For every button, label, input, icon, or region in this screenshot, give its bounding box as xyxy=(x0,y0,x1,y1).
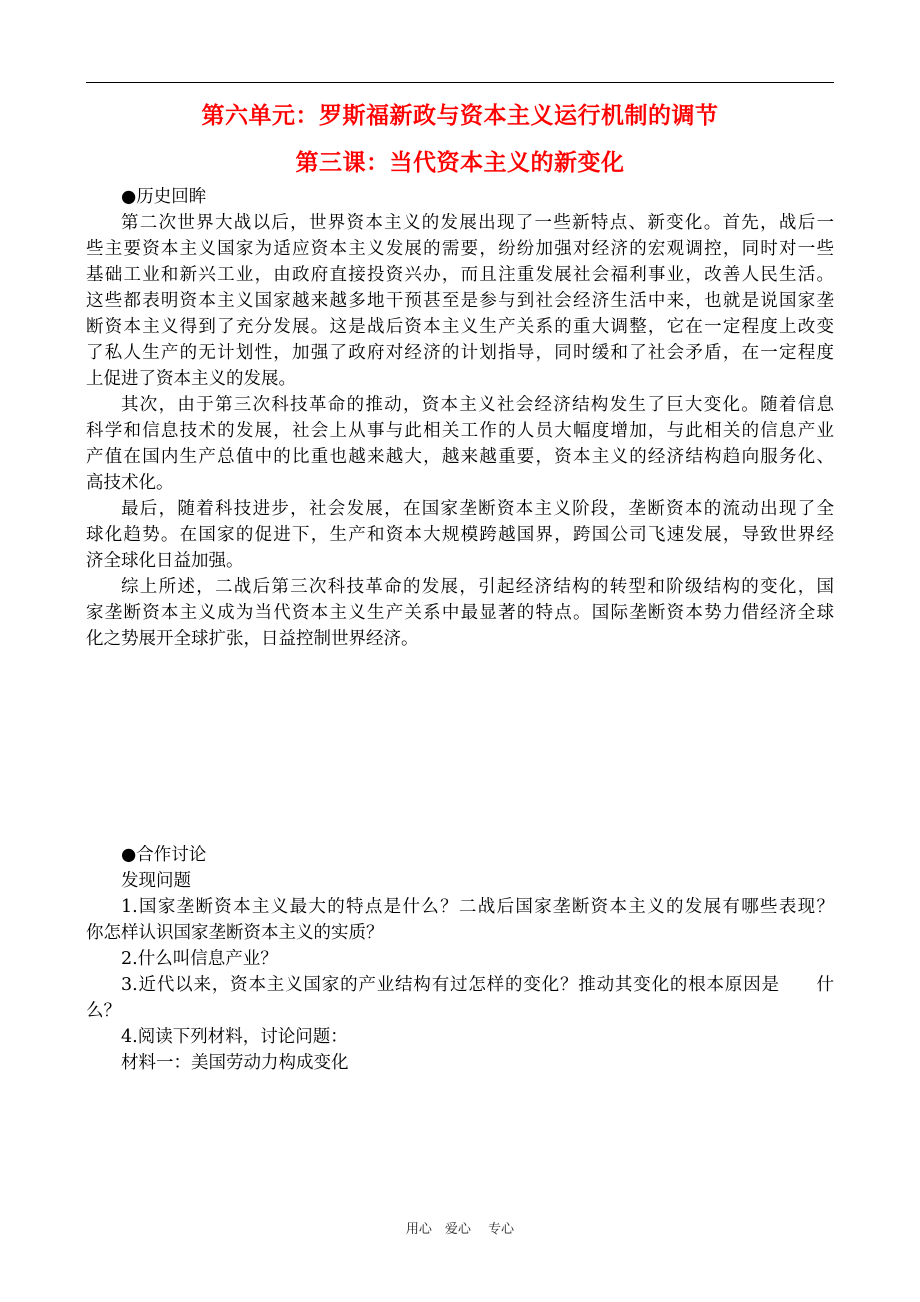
paragraph-line: 产值在国内生产总值中的比重也越来越大，越来越重要，资本主义的经济结构趋向服务化、 xyxy=(86,447,834,467)
lesson-title: 第三课：当代资本主义的新变化 xyxy=(295,150,625,176)
unit-title: 第六单元：罗斯福新政与资本主义运行机制的调节 xyxy=(201,103,719,129)
page-footer: 用心 爱心 专心 xyxy=(405,1222,515,1237)
paragraph-line: 最后，随着科技进步，社会发展，在国家垄断资本主义阶段，垄断资本的流动出现了全 xyxy=(121,499,834,519)
header-rule xyxy=(86,82,834,83)
subheading-find-problems: 发现问题 xyxy=(121,871,191,891)
paragraph-line: 基础工业和新兴工业，由政府直接投资兴办，而且注重发展社会福利事业，改善人民生活。 xyxy=(86,265,834,285)
paragraph-line: 第二次世界大战以后，世界资本主义的发展出现了一些新特点、新变化。首先，战后一 xyxy=(121,213,834,233)
question-line: 你怎样认识国家垄断资本主义的实质？ xyxy=(86,923,384,943)
paragraph-line: 高技术化。 xyxy=(86,473,174,493)
paragraph-line: 断资本主义得到了充分发展。这是战后资本主义生产关系的重大调整，它在一定程度上改变 xyxy=(86,317,834,337)
question-line: 2.什么叫信息产业？ xyxy=(121,949,278,969)
paragraph-line: 济全球化日益加强。 xyxy=(86,551,244,571)
cooperative-discussion-section xyxy=(86,842,834,1076)
paragraph-line: 上促进了资本主义的发展。 xyxy=(86,369,296,389)
paragraph-line: 些主要资本主义国家为适应资本主义发展的需要，纷纷加强对经济的宏观调控，同时对一些 xyxy=(86,239,834,259)
paragraph-line: 化之势展开全球扩张，日益控制世界经济。 xyxy=(86,629,419,649)
paragraph-line: 科学和信息技术的发展，社会上从事与此相关工作的人员大幅度增加，与此相关的信息产业 xyxy=(86,421,834,441)
question-line: 1.国家垄断资本主义最大的特点是什么？二战后国家垄断资本主义的发展有哪些表现？ xyxy=(121,897,834,917)
paragraph-line: 球化趋势。在国家的促进下，生产和资本大规模跨越国界，跨国公司飞速发展，导致世界经 xyxy=(86,525,834,545)
section-heading-discussion: ●合作讨论 xyxy=(121,845,207,865)
paragraph-line: 这些都表明资本主义国家越来越多地干预甚至是参与到社会经济生活中来，也就是说国家垄 xyxy=(86,291,834,311)
paragraph-line: 其次，由于第三次科技革命的推动，资本主义社会经济结构发生了巨大变化。随着信息 xyxy=(121,395,834,415)
material-caption: 材料一：美国劳动力构成变化 xyxy=(121,1053,349,1073)
section-heading-history-review: ●历史回眸 xyxy=(121,187,207,207)
paragraph-line: 综上所述，二战后第三次科技革命的发展，引起经济结构的转型和阶级结构的变化，国 xyxy=(121,577,834,597)
question-line: 么？ xyxy=(86,1001,121,1021)
history-review-section xyxy=(86,184,834,652)
question-line: 3.近代以来，资本主义国家的产业结构有过怎样的变化？推动其变化的根本原因是 什 xyxy=(121,975,834,995)
question-line: 4.阅读下列材料，讨论问题： xyxy=(121,1027,348,1047)
paragraph-line: 了私人生产的无计划性，加强了政府对经济的计划指导，同时缓和了社会矛盾，在一定程度 xyxy=(86,343,834,363)
paragraph-line: 家垄断资本主义成为当代资本主义生产关系中最显著的特点。国际垄断资本势力借经济全球 xyxy=(86,603,834,623)
